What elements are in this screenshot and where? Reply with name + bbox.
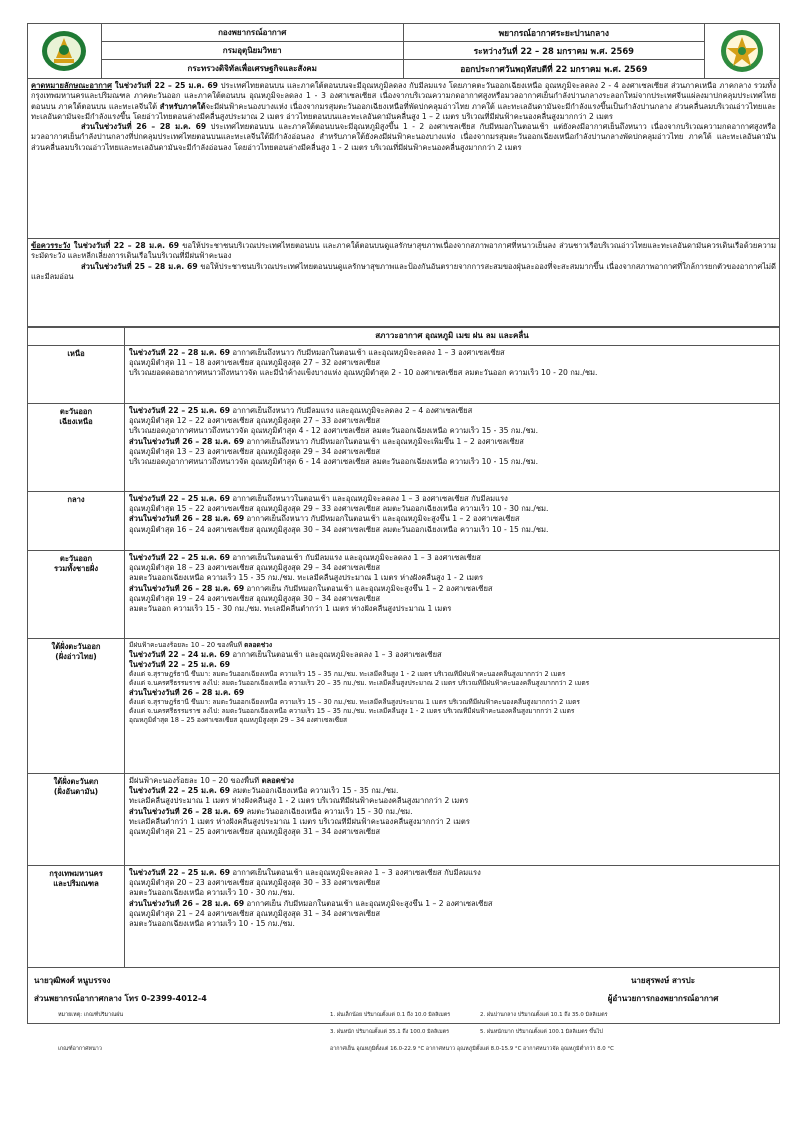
region-row — [28, 638, 780, 773]
forecast-text: มีฝนฟ้าคะนองร้อยละ 10 – 20 ของพื้นที่ — [129, 640, 245, 649]
forecast-line — [129, 368, 775, 378]
forecast-line — [129, 584, 775, 594]
forecast-line — [129, 888, 775, 898]
forecast-line — [129, 437, 775, 447]
forecast-line — [129, 670, 775, 679]
region-name-line: และปริมณฑล — [53, 879, 99, 889]
period-heading: ในช่วงวันที่ 22 – 24 ม.ค. 69 — [129, 649, 231, 659]
period-heading: ส่วนในช่วงวันที่ 26 – 28 ม.ค. 69 — [129, 514, 245, 524]
forecast-text: บริเวณยอดภูอากาศหนาวถึงหนาวจัด อุณหภูมิต่ำสุด 4 - 12 องศาเซลเซียส ลมตะวันออกเฉียงเหนือ ความเร็ว 15 - 35 กม./ชม. — [129, 426, 539, 436]
forecast-text: อากาศเย็น กับมีหมอกในตอนเช้า และอุณหภูมิจะสูงขึ้น 1 – 2 องศาเซลเซียส — [244, 583, 493, 593]
rain-criteria-2: 2. ฝนปานกลาง ปริมาณตั้งแต่ 10.1 ถึง 35.0 มิลลิเมตร — [480, 1011, 608, 1018]
forecast-line — [129, 604, 775, 614]
forecast-line — [129, 776, 775, 786]
period-emphasis: ตลอดช่วง — [244, 640, 273, 649]
header-right-block — [404, 24, 706, 78]
preparer-name: นายวุฒิพงศ์ หนูบรรจง — [34, 975, 111, 985]
forecast-period: ระหว่างวันที่ 22 – 28 มกราคม พ.ศ. 2569 — [404, 42, 705, 60]
region-forecast — [125, 403, 780, 491]
dept-name: กองพยากรณ์อากาศ — [102, 24, 403, 42]
forecast-text: อากาศเย็นถึงหนาว กับมีลมแรง และอุณหภูมิจะลดลง 2 – 4 องศาเซลเซียส — [230, 405, 473, 415]
caution-p1-head: ในช่วงวันที่ 22 – 28 ม.ค. 69 — [70, 241, 180, 250]
characteristics-section — [27, 79, 780, 239]
forecast-text: ลมตะวันออก ความเร็ว 15 - 30 กม./ชม. ทะเลมีคลื่นต่ำกว่า 1 เมตร ห่างฝั่งคลื่นสูงประมาณ 1 เมตร — [129, 604, 452, 614]
characteristics-label: คาดหมายลักษณะอากาศ — [31, 81, 112, 90]
conditions-header: สภาวะอากาศ อุณหภูมิ เมฆ ฝน ลม และคลื่น — [125, 328, 780, 346]
caution-p2-head: ส่วนในช่วงวันที่ 25 – 28 ม.ค. 69 — [81, 261, 198, 271]
period-heading: ในช่วงวันที่ 22 – 25 ม.ค. 69 — [129, 405, 231, 415]
director-title: ผู้อำนวยการกองพยากรณ์อากาศ — [607, 993, 719, 1003]
region-name-line: (ฝั่งอ่าวไทย) — [55, 652, 97, 662]
preparer-unit: ส่วนพยากรณ์อากาศกลาง โทร 0-2399-4012-4 — [34, 993, 207, 1003]
regional-forecast-table — [27, 327, 780, 968]
forecast-line — [129, 707, 775, 716]
forecast-text: มีฝนฟ้าคะนองร้อยละ 10 – 20 ของพื้นที่ — [129, 775, 262, 785]
forecast-line — [129, 563, 775, 573]
tmd-logo — [38, 28, 90, 74]
forecast-text: บริเวณยอดภูอากาศหนาวถึงหนาวจัด อุณหภูมิต่ำสุด 6 - 14 องศาเซลเซียส ลมตะวันออกเฉียงเหนือ ความเร็ว 10 - 15 กม./ชม. — [129, 457, 539, 467]
forecast-line — [129, 909, 775, 919]
region-name-line: ตะวันออก — [59, 553, 93, 563]
forecast-line — [129, 827, 775, 837]
forecast-line — [129, 553, 775, 563]
forecast-text: บริเวณยอดดอยอากาศหนาวถึงหนาวจัด และมีน้ำค้างแข็งบางแห่ง อุณหภูมิต่ำสุด 2 - 10 องศาเซลเซียส ลมตะวันออก ความเร็ว 10 - 20 กม./ชม. — [129, 368, 598, 378]
char-p1-tail: จะมีฝนฟ้าคะนองบางแห่ง เนื่องจากมรสุมตะวันออกเฉียงเหนือที่พัดปกคลุมอ่าวไทย ภาคใต้ และทะเลอันดามันจะมีกำลังแรงขึ้นเป็นกำลังปานกลาง ส่วนคลื่นลมบริเวณอ่าวไทยและทะเลอันดามันจะมีกำลังแรงขึ้น โดยอ่าวไทยตอนล่างมีคลื่นสูงประมาณ 2 เมตร อ่าวไทยตอนบนและทะเลอันดามันคลื่นสูง 1 – 2 เมตร บริเวณที่มีฝนฟ้าคะนองคลื่นสูงมากกว่า 2 เมตร — [31, 101, 777, 121]
region-header-cell — [28, 328, 125, 346]
region-row — [28, 550, 780, 638]
forecast-text: อุณหภูมิต่ำสุด 18 – 23 องศาเซลเซียส อุณหภูมิสูงสุด 29 – 34 องศาเซลเซียส — [129, 563, 381, 573]
forecast-text: อุณหภูมิต่ำสุด 21 – 24 องศาเซลเซียส อุณหภูมิสูงสุด 31 – 34 องศาเซลเซียส — [129, 908, 381, 918]
period-heading: ในช่วงวันที่ 22 – 28 ม.ค. 69 — [129, 347, 231, 357]
forecast-text: อากาศเย็นถึงหนาว กับมีหมอกในตอนเช้า และอุณหภูมิจะสูงขึ้น 1 – 2 องศาเซลเซียส — [244, 514, 520, 524]
region-name-line: เหนือ — [67, 348, 85, 358]
agency-name: กรมอุตุนิยมวิทยา — [102, 42, 403, 60]
forecast-line — [129, 447, 775, 457]
forecast-line — [129, 416, 775, 426]
forecast-line — [129, 817, 775, 827]
forecast-line — [129, 514, 775, 524]
region-name-line: รวมทั้งชายฝั่ง — [53, 564, 99, 574]
caution-section — [27, 239, 780, 327]
forecast-text: ลมตะวันออกเฉียงเหนือ ความเร็ว 15 - 35 กม./ชม. ทะเลมีคลื่นสูงประมาณ 1 เมตร ห่างฝั่งคลื่นสูง 1 - 2 เมตร — [129, 573, 484, 583]
region-name-line: กรุงเทพมหานคร — [49, 868, 103, 878]
rain-criteria-heading: หมายเหตุ: เกณฑ์ปริมาณฝน — [58, 1011, 124, 1018]
issue-date: ออกประกาศวันพฤหัสบดีที่ 22 มกราคม พ.ศ. 2569 — [460, 64, 648, 74]
forecast-text: ลมตะวันออกเฉียงเหนือ ความเร็ว 15 - 35 กม./ชม. — [230, 786, 399, 796]
rain-criteria-3: 3. ฝนหนัก ปริมาณตั้งแต่ 35.1 ถึง 100.0 มิลลิเมตร — [330, 1028, 450, 1035]
forecast-line — [129, 494, 775, 504]
forecast-text: ทะเลมีคลื่นต่ำกว่า 1 เมตร ห่างฝั่งคลื่นสูงประมาณ 1 เมตร บริเวณที่มีฝนฟ้าคะนองคลื่นสูงมากกว่า 2 เมตร — [129, 816, 470, 826]
period-emphasis: ตลอดช่วง — [261, 775, 294, 785]
forecast-line — [129, 426, 775, 436]
region-name — [28, 550, 125, 638]
period-heading: ในช่วงวันที่ 22 – 25 ม.ค. 69 — [129, 552, 231, 562]
region-name-line: ตะวันออก — [59, 406, 93, 416]
forecast-text: อุณหภูมิต่ำสุด 11 – 18 องศาเซลเซียส อุณหภูมิสูงสุด 27 – 32 องศาเซลเซียส — [129, 358, 381, 368]
forecast-text: อุณหภูมิต่ำสุด 21 – 25 องศาเซลเซียส อุณหภูมิสูงสุด 31 – 34 องศาเซลเซียส — [129, 827, 381, 837]
period-heading: ในช่วงวันที่ 22 – 25 ม.ค. 69 — [129, 867, 231, 877]
forecast-text: ตั้งแต่ จ.นครศรีธรรมราช ลงไป: ลมตะวันออกเฉียงเหนือ ความเร็ว 20 – 35 กม./ชม. ทะเลมีคลื่นสูงประมาณ 2 เมตร บริเวณที่มีฝนฟ้าคะนองคลื่นสูงมากกว่า 2 เมตร — [129, 679, 590, 688]
forecast-text: อุณหภูมิต่ำสุด 20 – 23 องศาเซลเซียส อุณหภูมิสูงสุด 30 – 33 องศาเซลเซียส — [129, 878, 381, 888]
period-heading: ส่วนในช่วงวันที่ 26 – 28 ม.ค. 69 — [129, 583, 245, 593]
region-row — [28, 773, 780, 865]
forecast-line — [129, 919, 775, 929]
region-row — [28, 345, 780, 403]
char-p2-body: ประเทศไทยตอนบน และภาคใต้ตอนบนจะมีอุณหภูมิสูงขึ้น 1 - 2 องศาเซลเซียส กับมีหมอกในตอนเช้า แต่ยังคงมีอากาศเย็นถึงหนาว เนื่องจากบริเวณความกดอากาศสูงหรือมวลอากาศเย็นกำลังปานกลางที่ปกคลุมประเทศไทยตอนบนและทะเลจีนใต้มีกำลังอ่อนลง สำหรับภาคใต้ยังคงมีฝนฟ้าคะนองบางแห่ง เนื่องจากมรสุมตะวันออกเฉียงเหนือกำลังปานกลางพัดปกคลุมอ่าวไทย ภาคใต้ และทะเลอันดามัน ส่วนคลื่นลมบริเวณอ่าวไทยและทะเลอันดามันจะมีกำลังอ่อนลง โดยอ่าวไทยตอนล่างมีคลื่นสูง 1 - 2 เมตร บริเวณที่มีฝนฟ้าคะนองคลื่นสูงมากกว่า 2 เมตร — [31, 122, 776, 152]
tmd-logo-cell — [28, 24, 102, 78]
region-name-line: กลาง — [67, 494, 85, 504]
ministry-name: กระทรวงดิจิทัลเพื่อเศรษฐกิจและสังคม — [187, 64, 317, 73]
forecast-text: ทะเลมีคลื่นสูงประมาณ 1 เมตร ห่างฝั่งคลื่นสูง 1 - 2 เมตร บริเวณที่มีฝนฟ้าคะนองคลื่นสูงมากกว่า 2 เมตร — [129, 796, 469, 806]
forecast-line — [129, 716, 775, 725]
caution-p1-body: ขอให้ประชาชนบริเวณประเทศไทยตอนบน และภาคใต้ตอนบนดูแลรักษาสุขภาพเนื่องจากสภาพอากาศที่หนาวเย็นลง ส่วนชาวเรือบริเวณอ่าวไทยและทะเลอันดามันควรเดินเรือด้วยความระมัดระวัง และหลีกเลี่ยงการเดินเรือในบริเวณที่มีฝนฟ้าคะนอง — [31, 241, 776, 261]
forecast-line — [129, 698, 775, 707]
char-p1-south: สำหรับภาคใต้ — [159, 101, 206, 111]
forecast-text: ตั้งแต่ จ.สุราษฎร์ธานี ขึ้นมา: ลมตะวันออกเฉียงเหนือ ความเร็ว 15 – 35 กม./ชม. ทะเลมีคลื่นสูง 1 - 2 เมตร บริเวณที่มีฝนฟ้าคะนองคลื่นสูงมากกว่า 2 เมตร — [129, 670, 566, 679]
forecast-line — [129, 525, 775, 535]
forecast-text: อากาศเย็นในตอนเช้า และอุณหภูมิจะลดลง 1 – 3 องศาเซลเซียส — [230, 649, 442, 659]
period-heading: ส่วนในช่วงวันที่ 26 – 28 ม.ค. 69 — [129, 898, 245, 908]
region-name-line: ใต้ฝั่งตะวันออก — [51, 641, 101, 651]
forecast-line — [129, 868, 775, 878]
cold-criteria-heading: เกณฑ์อากาศหนาว — [58, 1045, 102, 1052]
forecast-text: อุณหภูมิต่ำสุด 18 – 25 องศาเซลเซียส อุณหภูมิสูงสุด 29 – 34 องศาเซลเซียส — [129, 716, 348, 724]
forecast-line — [129, 807, 775, 817]
rain-criteria-4: 5. ฝนหนักมาก ปริมาณตั้งแต่ 100.1 มิลลิเมตร ขึ้นไป — [480, 1028, 603, 1035]
forecast-line — [129, 358, 775, 368]
region-name — [28, 638, 125, 773]
region-name — [28, 345, 125, 403]
period-heading: ส่วนในช่วงวันที่ 26 – 28 ม.ค. 69 — [129, 806, 245, 816]
forecast-text: ตั้งแต่ จ.นครศรีธรรมราช ลงไป: ลมตะวันออกเฉียงเหนือ ความเร็ว 15 – 35 กม./ชม. ทะเลมีคลื่นสูง 1 - 2 เมตร บริเวณที่มีฝนฟ้าคะนองคลื่นสูงมากกว่า 2 เมตร — [129, 707, 575, 716]
ministry-logo — [716, 28, 768, 74]
forecast-line — [129, 641, 775, 650]
caution-label: ข้อควรระวัง — [31, 241, 71, 250]
forecast-line — [129, 796, 775, 806]
tmd-logo-icon — [39, 28, 89, 74]
forecast-text: อากาศเย็นถึงหนาว กับมีหมอกในตอนเช้า และอุณหภูมิจะลดลง 1 – 3 องศาเซลเซียส — [230, 347, 505, 357]
forecast-text: อุณหภูมิต่ำสุด 12 – 22 องศาเซลเซียส อุณหภูมิสูงสุด 27 – 33 องศาเซลเซียส — [129, 416, 381, 426]
forecast-text: อุณหภูมิต่ำสุด 15 – 22 องศาเซลเซียส อุณหภูมิสูงสุด 29 – 33 องศาเซลเซียส ลมตะวันออกเฉียงเหนือ ความเร็ว 10 - 30 กม./ชม. — [129, 504, 549, 514]
forecast-line — [129, 406, 775, 416]
period-heading: ในช่วงวันที่ 22 – 25 ม.ค. 69 — [129, 786, 231, 796]
region-row — [28, 403, 780, 491]
rain-criteria-1: 1. ฝนเล็กน้อย ปริมาณตั้งแต่ 0.1 ถึง 10.0 มิลลิเมตร — [330, 1011, 451, 1018]
region-name-line: เฉียงเหนือ — [59, 417, 93, 427]
forecast-line — [129, 650, 775, 660]
forecast-line — [129, 688, 775, 698]
region-rows — [28, 345, 780, 967]
forecast-text: ตั้งแต่ จ.สุราษฎร์ธานี ขึ้นมา: ลมตะวันออกเฉียงเหนือ ความเร็ว 15 – 30 กม./ชม. ทะเลมีคลื่นสูงประมาณ 1 เมตร บริเวณที่มีฝนฟ้าคะนองคลื่นสูงมากกว่า 2 เมตร — [129, 698, 580, 707]
forecast-line — [129, 348, 775, 358]
region-forecast — [125, 773, 780, 865]
forecast-line — [129, 573, 775, 583]
region-forecast — [125, 550, 780, 638]
header-left-block — [102, 24, 404, 78]
criteria-legend — [30, 1007, 780, 1058]
forecast-type: พยากรณ์อากาศระยะปานกลาง — [404, 24, 705, 42]
char-p1-body: ประเทศไทยตอนบน และภาคใต้ตอนบนจะมีอุณหภูมิลดลง กับมีลมแรง โดยภาคตะวันออกเฉียงเหนือ อุณหภูมิจะลดลง 2 - 4 องศาเซลเซียส ส่วนภาคเหนือ ภาคกลาง รวมทั้งกรุงเทพมหานครและปริมณฑล ภาคตะวันออก และภาคใต้ตอนบน อุณหภูมิจะลดลง 1 - 3 องศาเซลเซียส เนื่องจากบริเวณความกดอากาศสูงหรือมวลอากาศเย็นกำลังปานกลางระลอกใหม่จากประเทศจีนแผ่ลงมาปกคลุมประเทศไทยตอนบน ภาคใต้ตอนบน และทะเลจีนใต้ — [31, 81, 776, 111]
region-row — [28, 865, 780, 967]
forecast-text: อากาศเย็นในตอนเช้า กับมีลมแรง และอุณหภูมิจะลดลง 1 – 3 องศาเซลเซียส — [230, 552, 481, 562]
period-heading: ในช่วงวันที่ 22 – 25 ม.ค. 69 — [129, 659, 231, 669]
director-name: นายสุรพงษ์ สารปะ — [630, 975, 696, 985]
forecast-line — [129, 679, 775, 688]
forecast-text: อุณหภูมิต่ำสุด 16 – 24 องศาเซลเซียส อุณหภูมิสูงสุด 30 – 34 องศาเซลเซียส ลมตะวันออกเฉียงเหนือ ความเร็ว 10 - 15 กม./ชม. — [129, 524, 549, 534]
ministry-emblem-icon — [717, 28, 767, 74]
region-name — [28, 773, 125, 865]
forecast-line — [129, 899, 775, 909]
forecast-sheet — [27, 23, 780, 1024]
forecast-text: ลมตะวันออกเฉียงเหนือ ความเร็ว 10 - 30 กม./ชม. — [129, 888, 295, 898]
char-p1-head: ในช่วงวันที่ 22 – 25 ม.ค. 69 — [111, 81, 218, 90]
cold-criteria: อากาศเย็น อุณหภูมิตั้งแต่ 16.0-22.9 °C อากาศหนาว อุณหภูมิตั้งแต่ 8.0-15.9 °C อากาศหนาวจัด อุณหภูมิต่ำกว่า 8.0 °C — [330, 1045, 614, 1052]
region-forecast — [125, 345, 780, 403]
region-name-line: (ฝั่งอันดามัน) — [53, 787, 99, 797]
forecast-text: อุณหภูมิต่ำสุด 13 – 23 องศาเซลเซียส อุณหภูมิสูงสุด 29 – 34 องศาเซลเซียส — [129, 446, 381, 456]
region-forecast — [125, 491, 780, 550]
forecast-text: ลมตะวันออกเฉียงเหนือ ความเร็ว 15 - 30 กม./ชม. — [244, 806, 413, 816]
forecast-line — [129, 457, 775, 467]
forecast-line — [129, 594, 775, 604]
ministry-logo-cell — [705, 24, 779, 78]
forecast-line — [129, 660, 775, 670]
forecast-text: ลมตะวันออกเฉียงเหนือ ความเร็ว 10 - 15 กม./ชม. — [129, 919, 295, 929]
period-heading: ส่วนในช่วงวันที่ 26 – 28 ม.ค. 69 — [129, 687, 245, 697]
header-table — [27, 23, 780, 79]
forecast-line — [129, 878, 775, 888]
forecast-line — [129, 504, 775, 514]
region-name — [28, 403, 125, 491]
region-name — [28, 865, 125, 967]
period-heading: ส่วนในช่วงวันที่ 26 – 28 ม.ค. 69 — [129, 436, 245, 446]
forecast-text: อากาศเย็นถึงหนาว กับมีหมอกในตอนเช้า และอุณหภูมิจะเพิ่มขึ้น 1 – 2 องศาเซลเซียส — [244, 436, 524, 446]
forecast-text: อากาศเย็นในตอนเช้า และอุณหภูมิจะลดลง 1 – 3 องศาเซลเซียส กับมีลมแรง — [230, 867, 481, 877]
region-row — [28, 491, 780, 550]
caution-p2-body: ขอให้ประชาชนบริเวณประเทศไทยตอนบนดูแลรักษาสุขภาพและป้องกันอันตรายจากการสะสมของฝุ่นละอองที่จะสะสมมากขึ้น เนื่องจากสภาพอากาศที่ใกล้การยกตัวของอากาศไม่ดีและมีลมอ่อน — [31, 261, 776, 281]
period-heading: ในช่วงวันที่ 22 – 25 ม.ค. 69 — [129, 493, 231, 503]
forecast-text: อุณหภูมิต่ำสุด 19 – 24 องศาเซลเซียส อุณหภูมิสูงสุด 30 – 34 องศาเซลเซียส — [129, 593, 381, 603]
region-forecast — [125, 638, 780, 773]
forecast-line — [129, 786, 775, 796]
region-name-line: ใต้ฝั่งตะวันตก — [53, 776, 99, 786]
forecast-text: อากาศเย็นถึงหนาวในตอนเช้า และอุณหภูมิจะลดลง 1 – 3 องศาเซลเซียส กับมีลมแรง — [230, 493, 508, 503]
region-name — [28, 491, 125, 550]
forecast-text: อากาศเย็น กับมีหมอกในตอนเช้า และอุณหภูมิจะสูงขึ้น 1 – 2 องศาเซลเซียส — [244, 898, 493, 908]
region-forecast — [125, 865, 780, 967]
char-p2-head: ส่วนในช่วงวันที่ 26 – 28 ม.ค. 69 — [81, 122, 207, 131]
